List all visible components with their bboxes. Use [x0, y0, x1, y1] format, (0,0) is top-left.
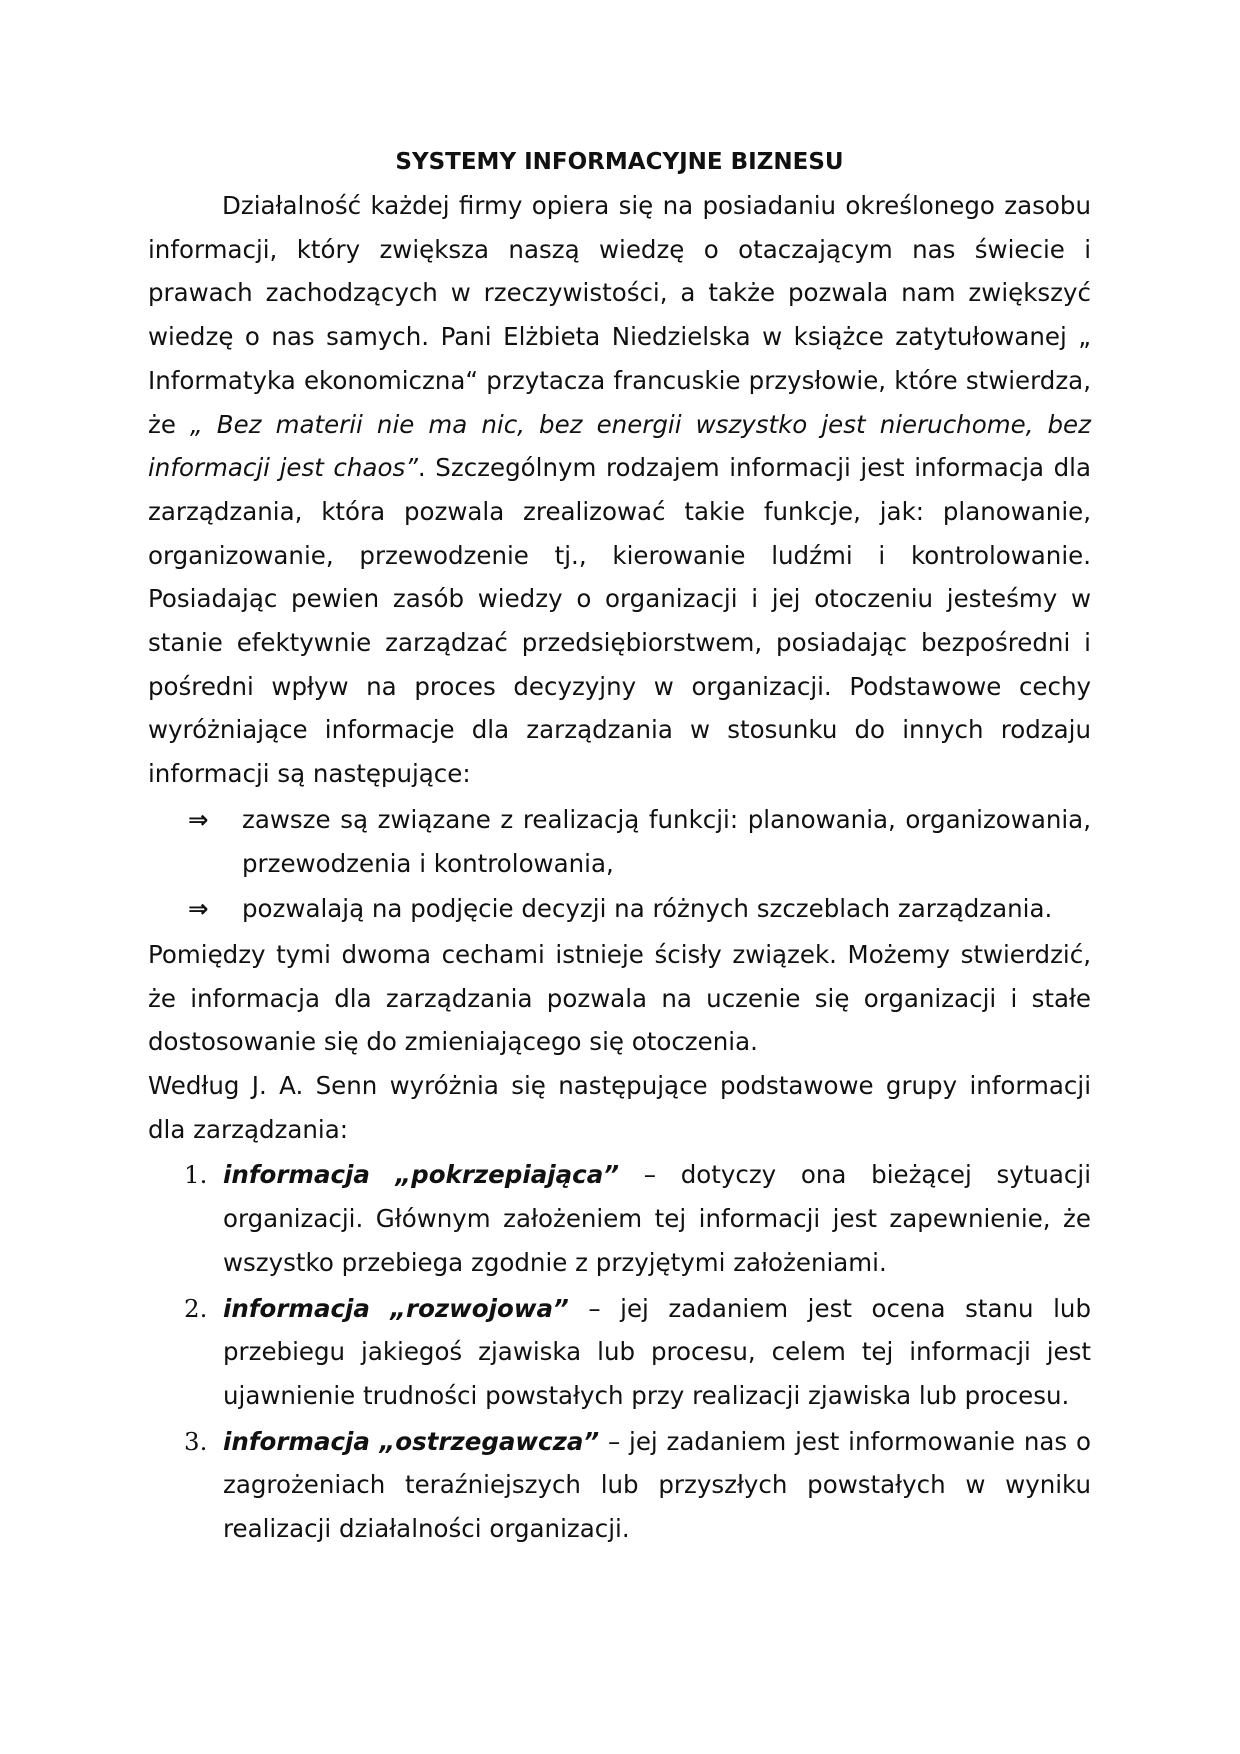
group-description: – jej zadaniem jest informowanie nas o zagrożeniach teraźniejszych lub przyszłych powstałych w wyniku realizacji działalności organizacji. — [223, 1426, 1091, 1544]
info-groups-list — [148, 1153, 1091, 1550]
item-number: 3. — [184, 1426, 208, 1456]
intro-text-start: Działalność każdej firmy opiera się na posiadaniu określonego zasobu informacji, który zwiększa naszą wiedzę o otaczającym nas świecie i prawach zachodzących w rzeczywistości, a także pozwala nam zwiększyć wiedzę o nas samych. Pani Elżbieta Niedzielska w książce zatytułowanej „ Informatyka ekonomiczna“ przytacza francuskie przysłowie, które stwierdza, że — [148, 191, 1091, 439]
relation-paragraph: Pomiędzy tymi dwoma cechami istnieje ścisły związek. Możemy stwierdzić, że informacja dla zarządzania pozwala na uczenie się organizacji i stałe dostosowanie się do zmieniającego się otoczenia. — [148, 939, 1091, 1057]
arrow-right-icon: ⇒ — [188, 894, 209, 924]
item-number: 2. — [184, 1293, 208, 1323]
feature-text: pozwalają na podjęcie decyzji na różnych szczeblach zarządzania. — [242, 894, 1053, 924]
info-group-item — [148, 1420, 1091, 1551]
features-list — [148, 798, 1091, 931]
group-term: informacja „rozwojowa” — [223, 1293, 569, 1323]
document-title: SYSTEMY INFORMACYJNE BIZNESU — [395, 149, 844, 175]
intro-paragraph — [148, 184, 1091, 796]
item-number: 1. — [184, 1160, 208, 1190]
info-group-item — [148, 1153, 1091, 1284]
group-description: – jej zadaniem jest ocena stanu lub przebiegu jakiegoś zjawiska lub procesu, celem tej informacji jest ujawnienie trudności powstałych przy realizacji zjawiska lub procesu. — [223, 1293, 1091, 1410]
feature-item — [148, 798, 1091, 885]
document-page — [148, 140, 1091, 1553]
group-term: informacja „ostrzegawcza” — [223, 1426, 600, 1456]
feature-text: zawsze są związane z realizacją funkcji: planowania, organizowania, przewodzenia i kontrolowania, — [242, 804, 1091, 878]
senn-paragraph: Według J. A. Senn wyróżnia się następujące podstawowe grupy informacji dla zarządzania: — [148, 1071, 1091, 1144]
arrow-right-icon: ⇒ — [188, 804, 209, 834]
intro-text-end: . Szczególnym rodzajem informacji jest informacja dla zarządzania, która pozwala zrealizować takie funkcje, jak: planowanie, organizowanie, przewodzenie tj., kierowanie ludźmi i kontrolowanie. Posiadając pewien zasób wiedzy o organizacji i jej otoczeniu jesteśmy w stanie efektywnie zarządzać przedsiębiorstwem, posiadając bezpośredni i pośredni wpływ na proces decyzyjny w organizacji. Podstawowe cechy wyróżniające informacje dla zarządzania w stosunku do innych rodzaju informacji są następujące: — [148, 453, 1091, 789]
info-group-item — [148, 1287, 1091, 1418]
group-term: informacja „pokrzepiająca” — [223, 1160, 620, 1190]
feature-item — [148, 887, 1091, 931]
proverb-quote: „ Bez materii nie ma nic, bez energii wszystko jest nieruchome, bez informacji jest chaos” — [148, 409, 1091, 483]
group-description: – dotyczy ona bieżącej sytuacji organizacji. Głównym założeniem tej informacji jest zapewnienie, że wszystko przebiega zgodnie z przyjętymi założeniami. — [223, 1160, 1092, 1277]
